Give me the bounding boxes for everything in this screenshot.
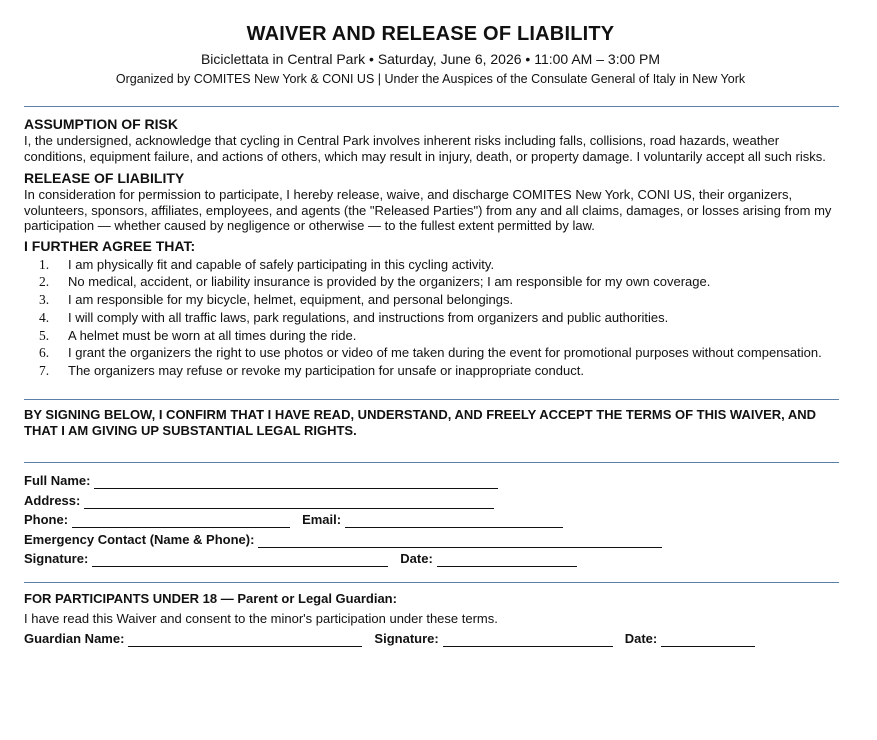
assumption-text: I, the undersigned, acknowledge that cycling in Central Park involves inherent risks including falls, collisions, road hazards, weather conditions, equipment failure, and actions of others, which may result in injury, death, or property damage. I voluntarily accept all such risks.	[24, 133, 826, 164]
full-name-row	[24, 470, 837, 490]
minor-heading: FOR PARTICIPANTS UNDER 18 — Parent or Legal Guardian:	[24, 591, 397, 607]
minor-consent-text: I have read this Waiver and consent to the minor's participation under these terms.	[24, 611, 498, 627]
list-number: 2.	[39, 274, 50, 290]
guardian-signature-field[interactable]	[443, 634, 613, 647]
list-item	[24, 292, 837, 308]
guardian-name-label: Guardian Name:	[24, 631, 125, 647]
email-field[interactable]	[345, 515, 563, 528]
release-text: In consideration for permission to participate, I hereby release, waive, and discharge COMITES New York, CONI US, their organizers, volunteers, sponsors, affiliates, employees, and agents (the "Released Parties") from any and all claims, damages, or losses arising from my participation — whether caused by negligence or otherwise — to the fullest extent permitted by law.	[24, 187, 832, 233]
signature-field[interactable]	[92, 554, 388, 567]
guardian-date-label: Date:	[624, 631, 658, 647]
emergency-contact-field[interactable]	[258, 535, 662, 548]
emergency-contact-label: Emergency Contact (Name & Phone):	[24, 531, 255, 547]
phone-field[interactable]	[72, 515, 290, 528]
list-text: A helmet must be worn at all times during the ride.	[68, 327, 357, 343]
phone-email-row	[24, 509, 837, 529]
list-text: I will comply with all traffic laws, park regulations, and instructions from organizers and public authorities.	[68, 309, 669, 325]
list-item	[24, 274, 837, 290]
list-item	[24, 328, 837, 344]
guardian-signature-label: Signature:	[374, 631, 439, 647]
address-label: Address:	[24, 492, 81, 508]
signature-form	[24, 470, 837, 568]
divider-rule	[24, 399, 839, 400]
list-item	[24, 363, 837, 379]
divider-rule	[24, 106, 839, 107]
guardian-name-field[interactable]	[128, 634, 362, 647]
confirmation-statement: BY SIGNING BELOW, I CONFIRM THAT I HAVE READ, UNDERSTAND, AND FREELY ACCEPT THE TERMS OF THIS WAIVER, AND THAT I AM GIVING UP SUBSTANTIAL LEGAL RIGHTS.	[24, 406, 817, 438]
guardian-date-field[interactable]	[661, 634, 755, 647]
list-number: 7.	[39, 363, 50, 379]
event-subtitle: Biciclettata in Central Park • Saturday, June 6, 2026 • 11:00 AM – 3:00 PM	[200, 51, 661, 67]
agree-list	[24, 257, 837, 379]
list-item	[24, 310, 837, 326]
full-name-field[interactable]	[94, 476, 498, 489]
list-text: No medical, accident, or liability insurance is provided by the organizers; I am responsible for my own coverage.	[68, 274, 711, 290]
assumption-heading: ASSUMPTION OF RISK	[24, 116, 179, 132]
email-label: Email:	[302, 512, 342, 528]
guardian-row	[24, 631, 837, 647]
agree-heading: I FURTHER AGREE THAT:	[24, 237, 196, 254]
list-item	[24, 345, 837, 361]
divider-rule	[24, 582, 839, 583]
list-number: 3.	[39, 292, 50, 308]
date-field[interactable]	[437, 554, 577, 567]
full-name-label: Full Name:	[24, 473, 91, 489]
list-number: 5.	[39, 327, 50, 343]
list-text: I am responsible for my bicycle, helmet, equipment, and personal belongings.	[68, 292, 514, 308]
address-row	[24, 489, 837, 509]
emergency-row	[24, 528, 837, 548]
signature-label: Signature:	[24, 551, 89, 567]
list-number: 6.	[39, 345, 50, 361]
list-number: 1.	[39, 256, 50, 272]
signature-row	[24, 548, 837, 568]
list-item	[24, 257, 837, 273]
list-number: 4.	[39, 309, 50, 325]
date-label: Date:	[400, 551, 433, 567]
divider-rule	[24, 462, 839, 463]
release-heading: RELEASE OF LIABILITY	[24, 170, 185, 186]
document-title: WAIVER AND RELEASE OF LIABILITY	[246, 23, 615, 45]
organizer-line: Organized by COMITES New York & CONI US | Under the Auspices of the Consulate General of Italy in New York	[115, 72, 746, 86]
list-text: The organizers may refuse or revoke my participation for unsafe or inappropriate conduct.	[68, 363, 584, 379]
list-text: I am physically fit and capable of safely participating in this cycling activity.	[68, 256, 495, 272]
address-field[interactable]	[84, 496, 494, 509]
phone-label: Phone:	[24, 512, 69, 528]
list-text: I grant the organizers the right to use photos or video of me taken during the event for promotional purposes without compensation.	[68, 345, 822, 361]
